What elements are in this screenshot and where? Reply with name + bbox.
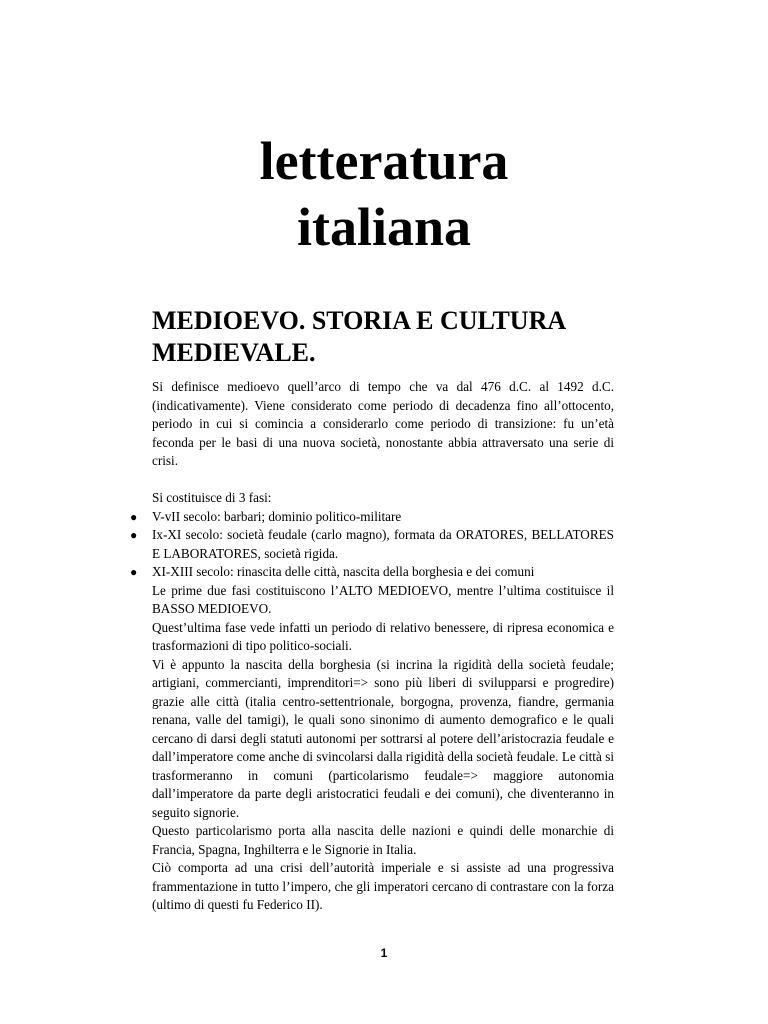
- paragraph: Le prime due fasi costituiscono l’ALTO MEDIOEVO, mentre l’ultima costituisce il BASSO MEDIOEVO.: [152, 582, 614, 616]
- bullet-icon: ●: [130, 528, 138, 542]
- paragraph: Ciò comporta ad una crisi dell’autorità imperiale e si assiste ad una progressiva frammentazione in tutto l’impero, che gli imperatori cercano di contrastare con la forza (ultimo di questi fu Federico II).: [152, 860, 614, 912]
- paragraph: Questo particolarismo porta alla nascita delle nazioni e quindi delle monarchie di Francia, Spagna, Inghilterra e le Signorie in Italia.: [152, 823, 614, 857]
- intro-paragraph: Si definisce medioevo quell’arco di tempo che va dal 476 d.C. al 1492 d.C. (indicativamente). Viene considerato come periodo di decadenza fino all’ottocento, periodo in cui si comincia a considerarlo come periodo di transizione: fu un’età feconda per le basi di una nuova società, nonostante abbia attraversato una serie di crisi.: [152, 379, 614, 468]
- list-item-text: XI-XIII secolo: rinascita delle città, nascita della borghesia e dei comuni: [152, 564, 535, 579]
- section-heading: MEDIOEVO. STORIA E CULTURA MEDIEVALE.: [152, 306, 565, 367]
- paragraph: Quest’ultima fase vede infatti un periodo di relativo benessere, di ripresa economica e trasformazioni di tipo politico-sociali.: [152, 619, 614, 653]
- list-item: [130, 563, 614, 582]
- document-title: [0, 128, 768, 260]
- list-item-text: V-vII secolo: barbari; dominio politico-militare: [152, 508, 402, 524]
- phases-list: [130, 508, 614, 582]
- title-line-1: letteratura: [259, 131, 509, 191]
- title-line-2: italiana: [296, 197, 472, 257]
- page-number: 1: [380, 946, 388, 960]
- paragraph: Vi è appunto la nascita della borghesia (si incrina la rigidità della società feudale; artigiani, commercianti, imprenditori=> sono più liberi di svilupparsi e progredire) grazie alle città (italia centro-settentrionale, borgogna, provenza, fiandre, germania renana, valle del tamigi), le quali sono sinonimo di aumento demografico e le quali cercano di darsi degli statuti autonomi per sottrarsi al potere dell’aristocrazia feudale e dall’imperatore come anche di svincolarsi dalla rigidità della società feudale. Le città si trasformeranno in comuni (particolarismo feudale=> maggiore autonomia dall’imperatore da parte degli aristocratici feudali e dei comuni), che diventeranno in seguito signorie.: [152, 656, 614, 820]
- list-item: [130, 508, 614, 527]
- bullet-icon: ●: [130, 509, 138, 524]
- section-body: [130, 378, 614, 915]
- list-item: [130, 526, 614, 563]
- phases-intro: Si costituisce di 3 fasi:: [152, 490, 272, 505]
- list-item-text: Ix-XI secolo: società feudale (carlo magno), formata da ORATORES, BELLATORES E LABORATORES, società rigida.: [152, 527, 614, 561]
- bullet-icon: ●: [130, 565, 138, 579]
